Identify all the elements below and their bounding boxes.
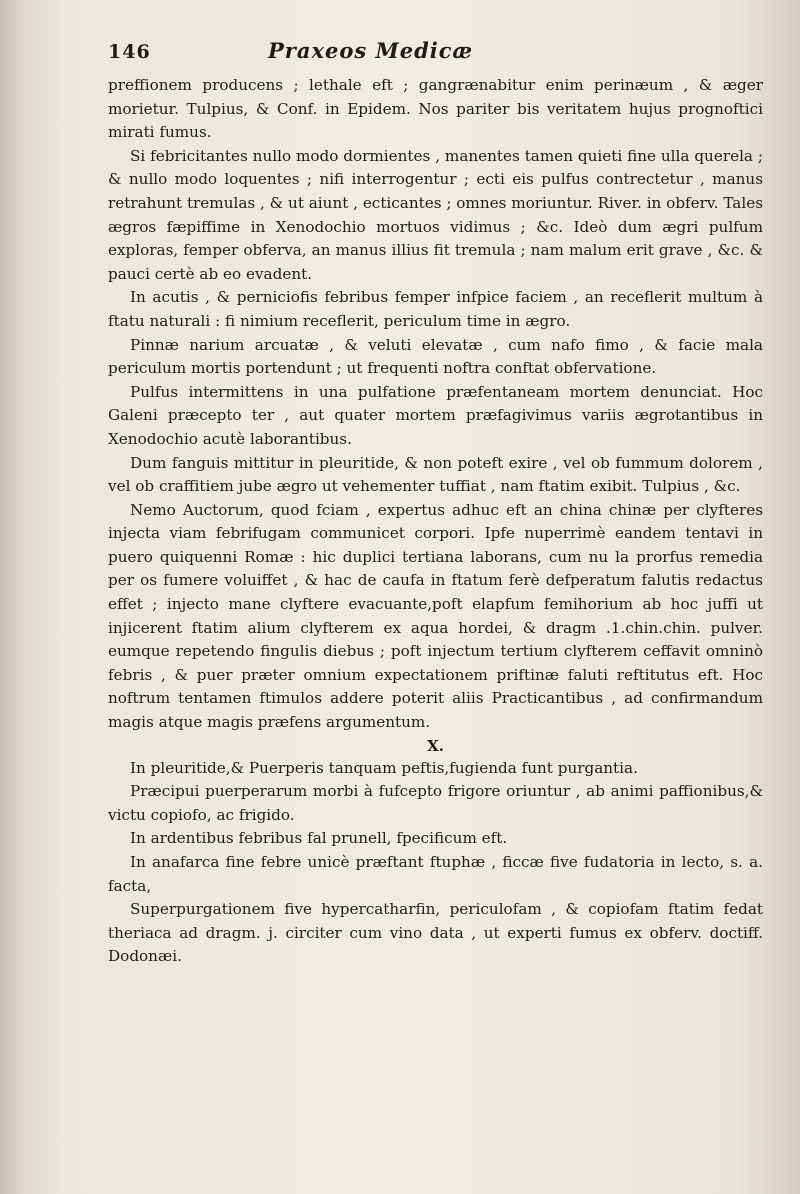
paragraph-5: Pulfus intermittens in una pulfatione præfentaneam mortem denunciat. Hoc Galeni præcepto ter , aut quater mortem præfagivimus variis ægrotantibus in Xenodochio acutè laborantibus. [108, 382, 763, 448]
page-number: 146 [108, 41, 151, 63]
text-body [108, 74, 763, 969]
paragraph-1: preffionem producens ; lethale eft ; gangrænabitur enim perinæum , & æger morietur. Tulpius, & Conf. in Epidem. Nos pariter bis veritatem hujus prognoftici mirati fumus. [108, 76, 763, 142]
paragraph-4: Pinnæ narium arcuatæ , & veluti elevatæ , cum nafo fimo , & facie mala periculum mortis portendunt ; ut frequenti noftra conftat obfervatione. [108, 335, 763, 378]
running-head: Praxeos Medicæ [268, 38, 474, 63]
page-header [108, 38, 760, 74]
paragraph-2: Si febricitantes nullo modo dormientes , manentes tamen quieti fine ulla querela ; & nullo modo loquentes ; nifi interrogentur ; ecti eis pulfus contrectetur , manus retrahunt tremulas , & ut aiunt , ecticantes ; omnes moriuntur. River. in obferv. Tales ægros fæpiffime in Xenodochio mortuos vidimus ; &c. Ideò dum ægri pulfum exploras, femper obferva, an manus illius fit tremula ; nam malum erit grave , &c. & pauci certè ab eo evadent. [108, 146, 763, 283]
paragraph-3: In acutis , & perniciofis febribus femper infpice faciem , an receflerit multum à ftatu naturali : fi nimium receflerit, periculum time in ægro. [108, 288, 763, 330]
paragraph-11: In anafarca fine febre unicè præftant ftuphæ , ficcæ five fudatoria in lecto, s. a. facta, [108, 853, 763, 895]
paragraph-7: Nemo Auctorum, quod fciam , expertus adhuc eft an china chinæ per clyfteres injecta viam febrifugam communicet corpori. Ipfe nuperrimè eandem tentavi in puero quiquenni Romæ : hic duplici tertiana laborans, cum nu la prorfus remedia per os fumere voluiffet , & hac de caufa in ftatum ferè defperatum falutis redactus effet ; injecto mane clyftere evacuante,poft elapfum femihorium ab hoc juffi ut injicerent ftatim alium clyfterem ex aqua hordei, & dragm .1.chin.chin. pulver. eumque repetendo fingulis diebus ; poft injectum tertium clyfterem ceffavit omninò febris , & puer præter omnium expectationem priftinæ faluti reftitutus eft. Hoc noftrum tentamen ftimulos addere poterit aliis Practicantibus , ad confirmandum magis atque magis præfens argumentum. [108, 500, 763, 732]
paragraph-9: Præcipui puerperarum morbi à fufcepto frigore oriuntur , ab animi paffionibus,& victu copiofo, ac frigido. [108, 782, 763, 824]
section-ornament: X. [427, 736, 444, 755]
binding-shadow [0, 0, 22, 1194]
paragraph-12: Superpurgationem five hypercatharfin, periculofam , & copiofam ftatim fedat theriaca ad dragm. j. circiter cum vino data , ut experti fumus ex obferv. doctiff. Dodonæi. [108, 900, 763, 966]
paragraph-6: Dum fanguis mittitur in pleuritide, & non poteft exire , vel ob fummum dolorem , vel ob craffitiem jube ægro ut vehementer tuffiat , nam ftatim exibit. Tulpius , &c. [108, 453, 763, 496]
paragraph-10: In ardentibus febribus fal prunell, fpecificum eft. [130, 829, 508, 848]
paragraph-8: In pleuritide,& Puerperis tanquam peftis,fugienda funt purgantia. [130, 758, 638, 777]
